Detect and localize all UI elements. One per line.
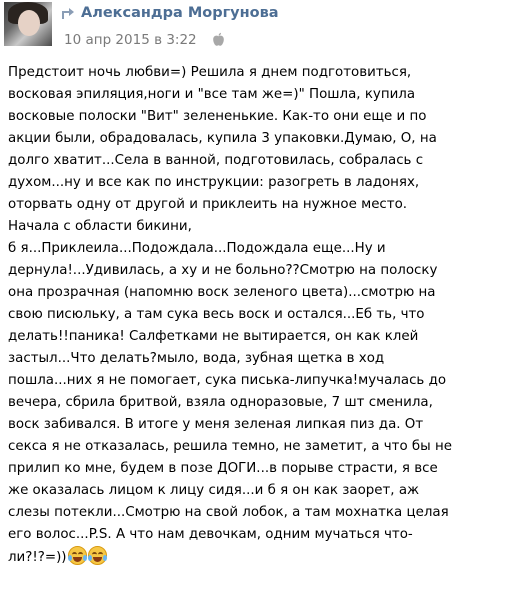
- post-body-text: [8, 62, 504, 568]
- post-date[interactable]: 10 апр 2015 в 3:22: [64, 32, 197, 48]
- text-line: делать!!паника! Салфетками не вытирается, он как клей: [8, 329, 419, 344]
- text-line: пошла...них я не помогает, сука писька-липучка!мучалась до: [8, 373, 447, 388]
- text-line: секса я не отказалась, решила темно, не заметит, а что бы не: [8, 439, 452, 454]
- face-with-tears-of-joy-icon: [88, 546, 107, 565]
- text-line: б я...Приклеила...Подождала...Подождала еще...Ну и: [8, 241, 386, 256]
- text-line: акции были, обрадовалась, купила 3 упаковки.Думаю, О, на: [8, 131, 437, 146]
- text-line: дернула!...Удивилась, а ху и не больно??Смотрю на полоску: [8, 263, 438, 278]
- apple-icon: [212, 32, 225, 47]
- text-line: восковые полоски "Вит" зелененькие. Как-то они еще и по: [8, 109, 427, 124]
- text-line: прилип ко мне, будем в позе ДОГИ...в порыве страсти, я все: [8, 461, 438, 476]
- text-line: свою писюльку, а там сука весь воск и остался...Еб ть, что: [8, 307, 425, 322]
- text-line: долго хватит...Села в ванной, подготовилась, собралась с: [8, 153, 424, 168]
- post-header: [0, 0, 508, 52]
- text-line-content: ли?!?=)): [8, 550, 67, 565]
- author-avatar[interactable]: [4, 2, 52, 46]
- avatar-face: [18, 10, 40, 36]
- text-line: духом...ну и все как по инструкции: разогреть в ладонях,: [8, 175, 420, 190]
- text-line: оторвать одну от другой и приклеить на нужное место.: [8, 197, 408, 212]
- text-line-last: [8, 546, 504, 568]
- text-line: она прозрачная (напомню воск зеленого цвета)...смотрю на: [8, 285, 436, 300]
- text-line: слезы потекли...Смотрю на свой лобок, а там мохнатка целая: [8, 505, 449, 520]
- text-line: Начала с области бикини,: [8, 219, 192, 234]
- author-name-link[interactable]: Александра Моргунова: [81, 5, 279, 21]
- text-line: вечера, сбрила бритвой, взяла одноразовые, 7 шт сменила,: [8, 395, 433, 410]
- text-line: его волос...P.S. А что нам девочкам, одним мучаться что-: [8, 527, 413, 542]
- text-line: же оказалась лицом к лицу сидя...и б я он как заорет, аж: [8, 483, 420, 498]
- face-with-tears-of-joy-icon: [68, 546, 87, 565]
- text-line: Предстоит ночь любви=) Решила я днем подготовиться,: [8, 65, 412, 80]
- text-line: застыл...Что делать?мыло, вода, зубная щетка в ход: [8, 351, 385, 366]
- text-line: воск забивался. В итоге у меня зеленая липкая пиз да. От: [8, 417, 424, 432]
- repost-arrow-icon: [61, 6, 76, 21]
- text-line: восковая эпиляция,ноги и "все там же=)" Пошла, купила: [8, 87, 416, 102]
